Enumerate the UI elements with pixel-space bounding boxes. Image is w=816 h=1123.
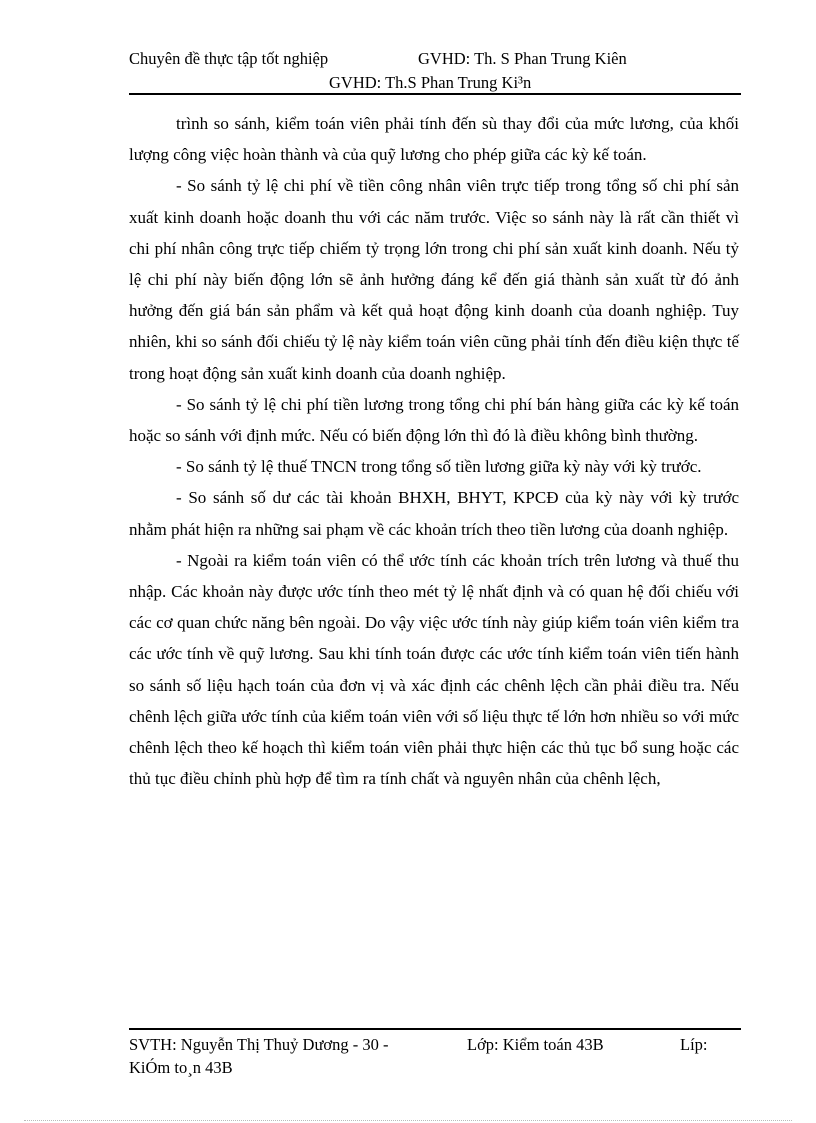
header-rule [129,93,741,95]
paragraph: trình so sánh, kiểm toán viên phải tính đến sù thay đổi của mức lương, của khối lượng công việc hoàn thành và của quỹ lương cho phép giữa các kỳ kế toán. [129,114,739,165]
header-advisor: GVHD: Th. S Phan Trung Kiên [418,49,627,68]
paragraph: - So sánh tỷ lệ chi phí tiền lương trong tổng chi phí bán hàng giữa các kỳ kế toán hoặc so sánh với định mức. Nếu có biến động lớn thì đó là điều không bình thường. [129,394,739,446]
header-advisor-garbled: GVHD: Th.S Phan Trung Ki³n [329,73,532,92]
footer-class: Lớp: Kiểm toán 43B [467,1035,604,1054]
paragraph: - So sánh số dư các tài khoản BHXH, BHYT, KPCĐ của kỳ này với kỳ trước nhằm phát hiện ra những sai phạm về các khoản trích theo tiền lương của doanh nghiệp. [129,488,739,539]
page-bottom-dotted-line [24,1120,792,1121]
paragraph: - Ngoài ra kiểm toán viên có thể ước tính các khoản trích trên lương và thuế thu nhập. Các khoản này được ước tính theo mét tỷ lệ nhất định và có quan hệ đối chiếu với các cơ quan chức năng bên ngoài. Do vậy việc ước tính này giúp kiểm toán viên kiểm tra các ước tính về quỹ lương. Sau khi tính toán được các ước tính kiểm toán viên tiến hành so sánh số liệu hạch toán của đơn vị và xác định các chênh lệch cần phải điều tra. Nếu chênh lệch giữa ước tính của kiểm toán viên với số liệu thực tế lớn hơn nhiều so với mức chênh lệch theo kế hoạch thì kiểm toán viên phải thực hiện các thủ tục bổ sung hoặc các thủ tục điều chỉnh phù hợp để tìm ra tính chất và nguyên nhân của chênh lệch, [129,550,739,789]
footer-lip: Líp: [680,1035,708,1054]
footer-student: SVTH: Nguyễn Thị Thuỷ Dương - 30 - [129,1035,389,1054]
paragraph: - So sánh tỷ lệ thuế TNCN trong tổng số tiền lương giữa kỳ này với kỳ trước. [176,457,702,477]
header-title: Chuyên đề thực tập tốt nghiệp [129,49,329,68]
body-text [129,108,739,794]
footer-lip-garbled: KiÓm to¸n 43B [129,1058,233,1077]
footer-rule [129,1028,741,1030]
paragraph: - So sánh tỷ lệ chi phí về tiền công nhân viên trực tiếp trong tổng số chi phí sản xuất kinh doanh hoặc doanh thu với các năm trước. Việc so sánh này là rất cần thiết vì chi phí nhân công trực tiếp chiếm tỷ trọng lớn trong chi phí sản xuất kinh doanh. Nếu tỷ lệ chi phí này biến động lớn sẽ ảnh hưởng đáng kể đến giá thành sản xuất từ đó ảnh hưởng đến giá bán sản phẩm và kết quả hoạt động kinh doanh của doanh nghiệp. Tuy nhiên, khi so sánh đối chiếu tỷ lệ này kiểm toán viên cũng phải tính đến điều kiện thực tế trong hoạt động sản xuất kinh doanh của doanh nghiệp. [129,176,739,383]
